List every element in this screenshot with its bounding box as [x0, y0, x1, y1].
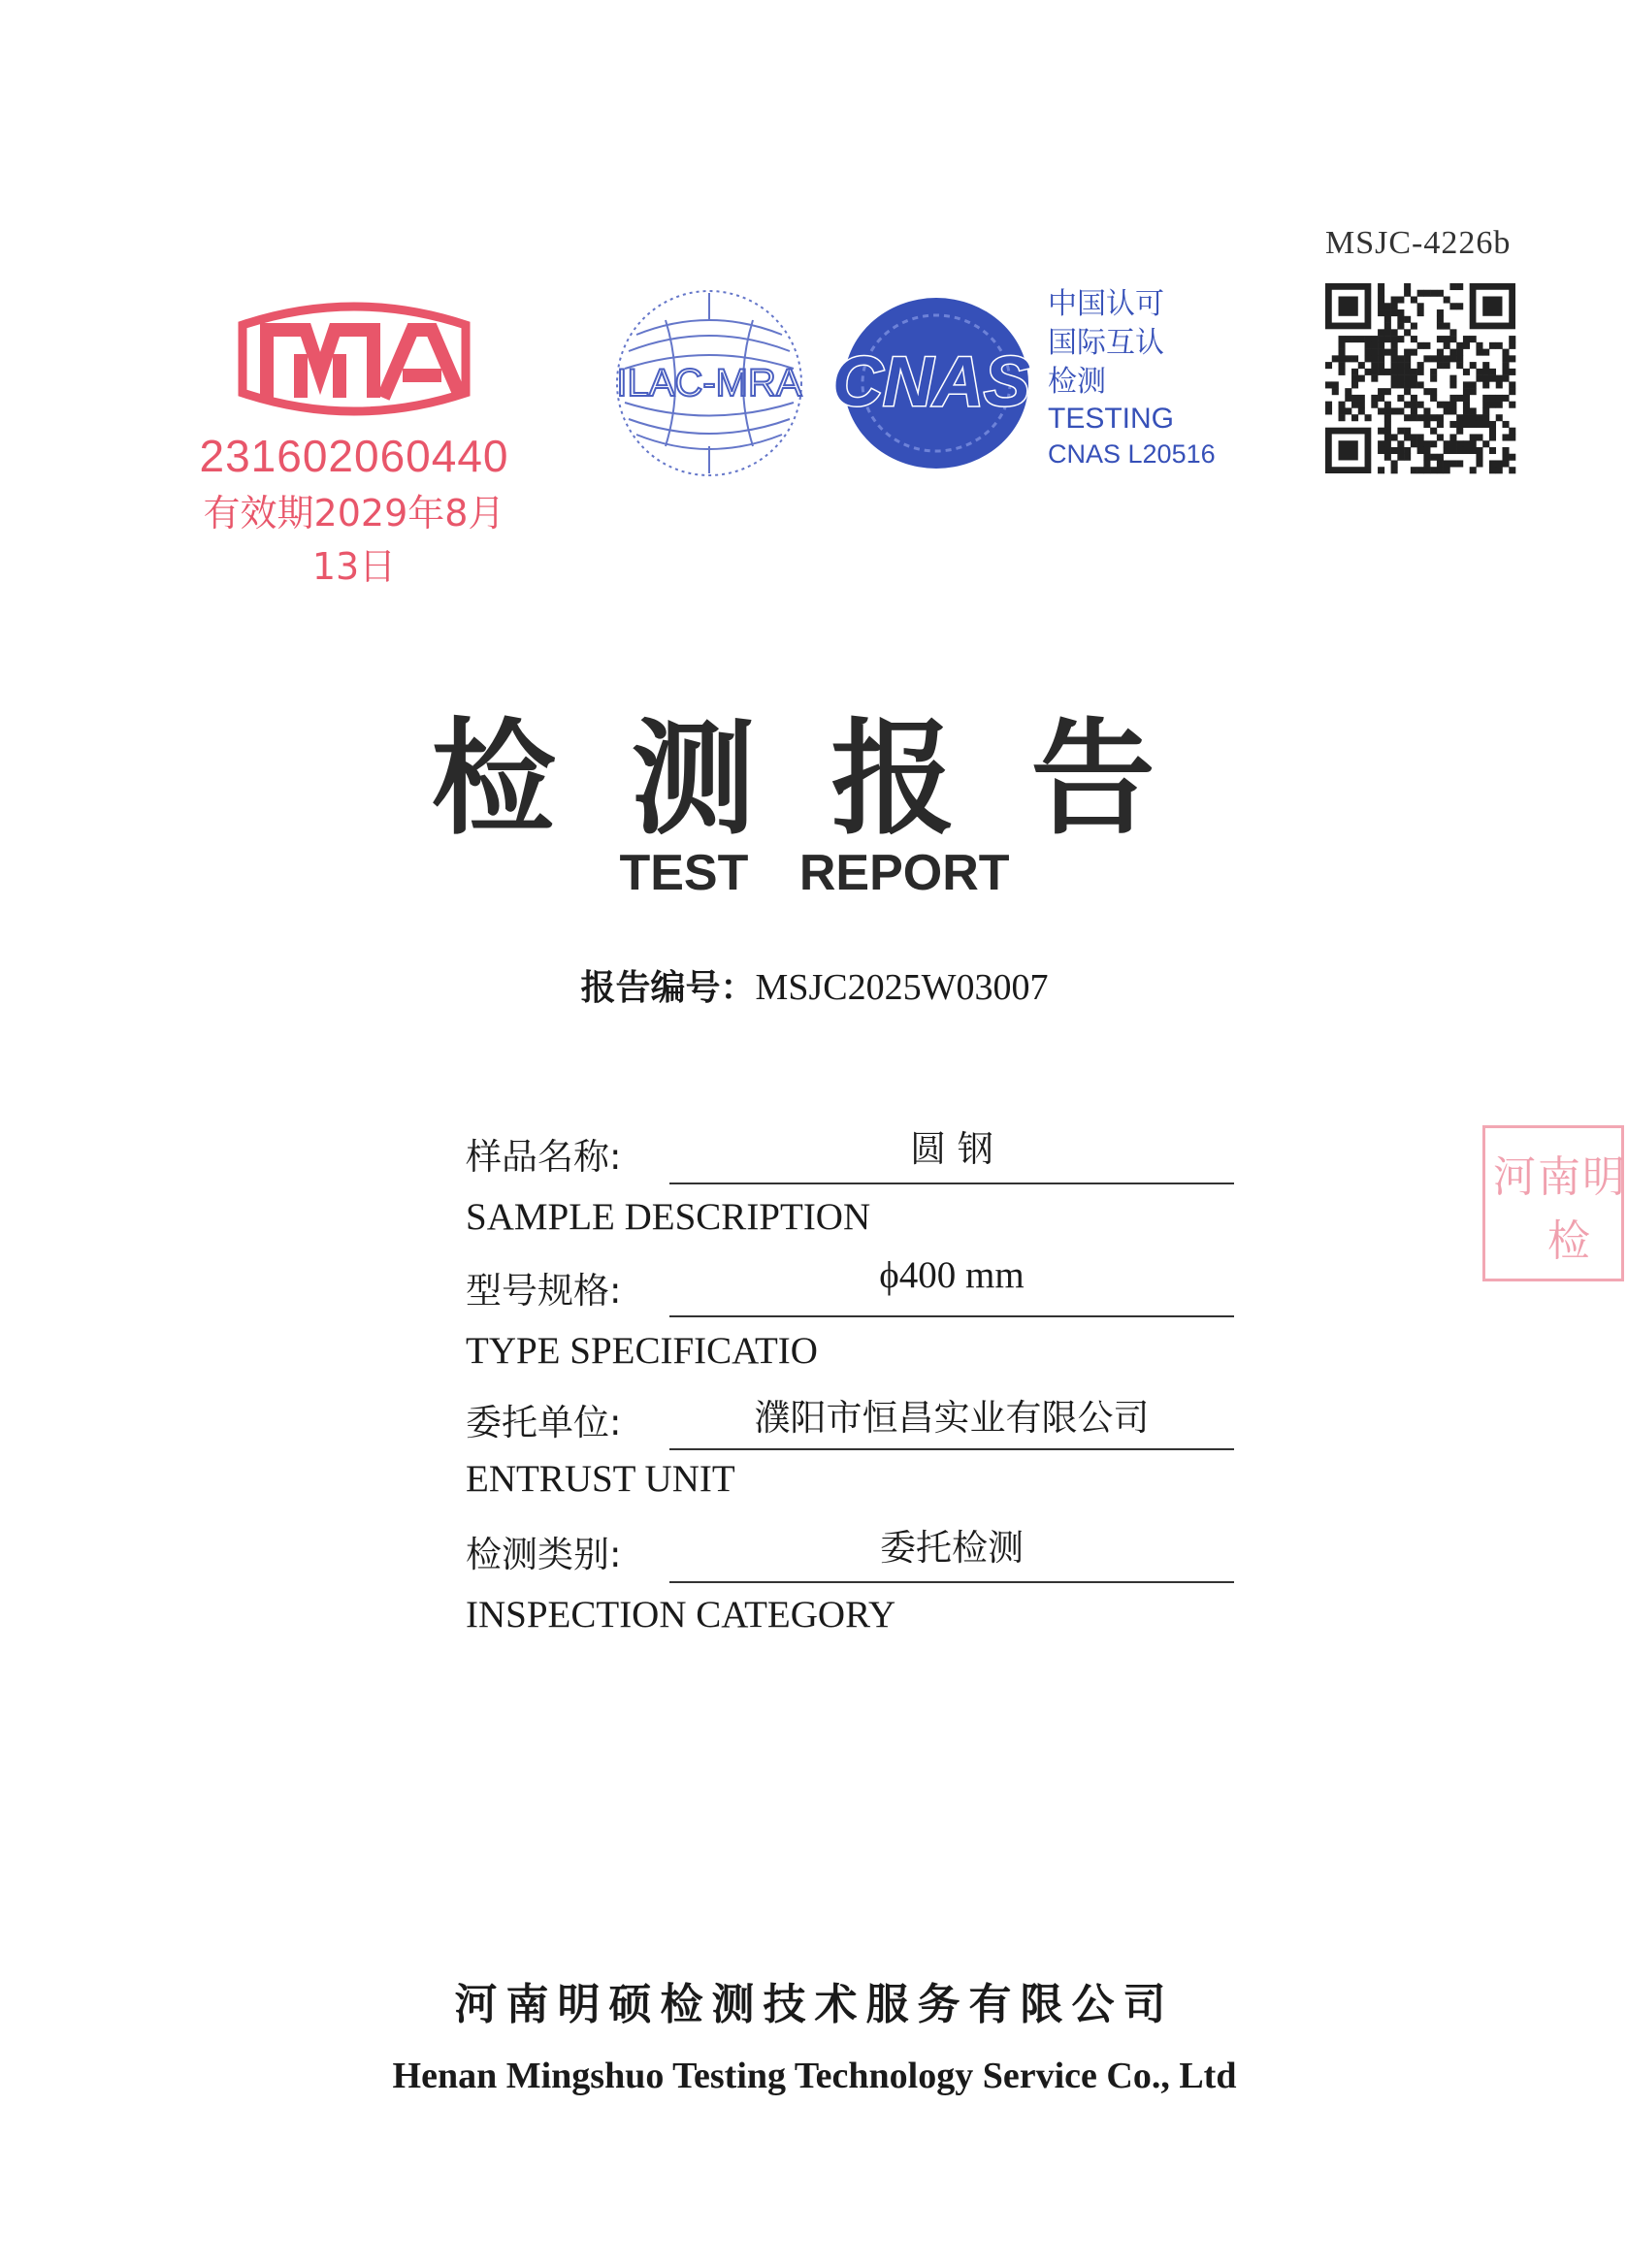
cnas-globe-icon	[815, 291, 1048, 475]
cnas-testing: TESTING	[1048, 403, 1175, 435]
field-label-cn: 样品名称:	[466, 1136, 622, 1178]
report-number	[0, 960, 1604, 1010]
cnas-line-2: 国际互认	[1048, 326, 1164, 360]
ilac-mra-icon	[607, 281, 811, 485]
cnas-code: CNAS L20516	[1048, 439, 1216, 469]
field-underline	[669, 1183, 1234, 1184]
field-value: 圆 钢	[910, 1128, 993, 1170]
cma-number: 231602060440	[199, 431, 509, 481]
cma-logo-icon	[223, 296, 485, 422]
report-title-cn: 检测报告	[431, 707, 1231, 852]
field-label-cn: 委托单位:	[466, 1402, 622, 1443]
ilac-mark-text: ILAC-MRA	[616, 362, 802, 405]
field-underline	[669, 1581, 1234, 1583]
cnas-line-1: 中国认可	[1048, 287, 1164, 321]
report-number-label: 报告编号：	[580, 968, 756, 1008]
cma-validity: 有效期2029年8月13日	[203, 492, 505, 588]
document-code: MSJC-4226b	[1325, 225, 1512, 261]
field-label-cn: 检测类别:	[466, 1534, 622, 1575]
field-underline	[669, 1315, 1234, 1317]
field-label-en: INSPECTION CATEGORY	[466, 1594, 896, 1636]
seal-line-1: 河南明	[1493, 1152, 1627, 1202]
field-label-en: TYPE SPECIFICATIO	[466, 1330, 818, 1372]
cnas-logo-text: CNAS	[831, 343, 1031, 421]
field-label-en: SAMPLE DESCRIPTION	[466, 1196, 871, 1238]
company-seal-stamp	[1482, 1125, 1627, 1281]
field-underline	[669, 1448, 1234, 1450]
company-name-cn: 河南明硕检测技术服务有限公司	[454, 1980, 1175, 2029]
field-value: 濮阳市恒昌实业有限公司	[754, 1397, 1150, 1439]
cnas-line-3: 检测	[1048, 365, 1106, 399]
cma-stamp	[194, 296, 514, 588]
cnas-accreditation-text	[1048, 285, 1222, 471]
qr-code-icon	[1325, 283, 1515, 473]
report-title-en: TEST REPORT	[619, 845, 1010, 901]
cnas-logo	[815, 291, 1048, 475]
seal-line-2: 检	[1547, 1216, 1590, 1266]
report-number-value: MSJC2025W03007	[755, 967, 1049, 1008]
field-label-en: ENTRUST UNIT	[466, 1458, 735, 1500]
field-value: ϕ400 mm	[879, 1254, 1025, 1296]
field-value: 委托检测	[880, 1527, 1024, 1569]
field-label-cn: 型号规格:	[466, 1270, 622, 1312]
ilac-mra-logo	[607, 281, 811, 485]
company-name-en: Henan Mingshuo Testing Technology Service Co., Ltd	[392, 2056, 1237, 2096]
